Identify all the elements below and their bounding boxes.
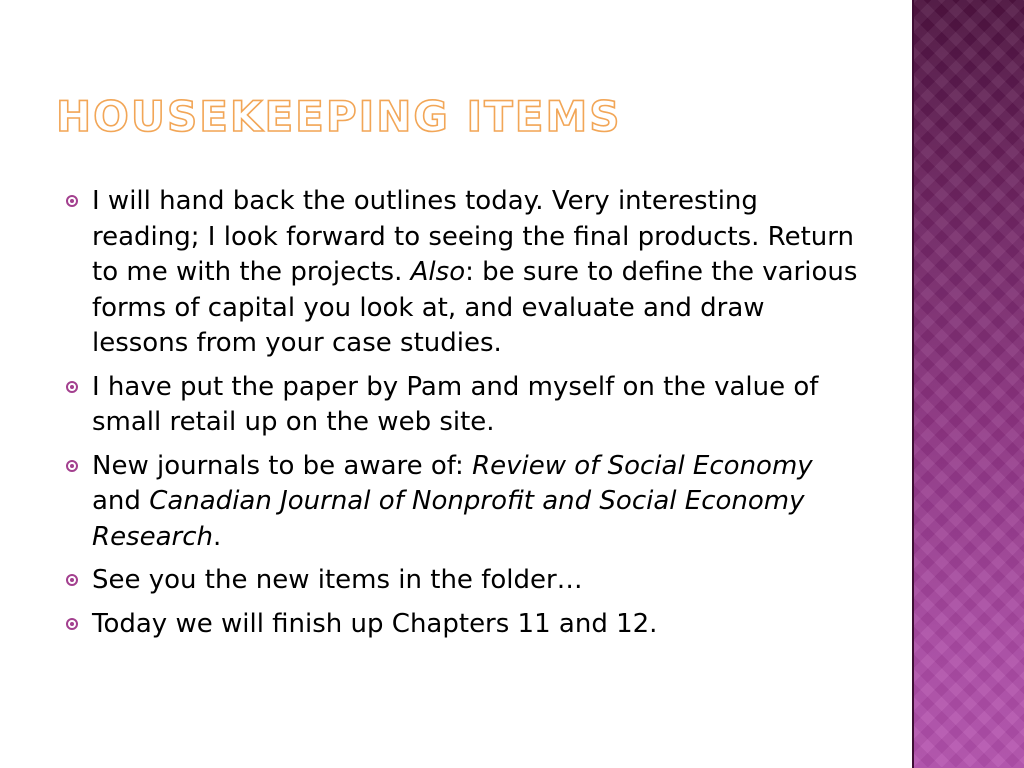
bullet-text — [92, 609, 657, 639]
slide-title: HOUSEKEEPING ITEMS — [56, 92, 622, 141]
bullet-text — [92, 372, 818, 438]
bullet-item — [64, 607, 864, 643]
decorative-side-band — [912, 0, 1024, 768]
bullet-list — [64, 184, 864, 650]
circle-bullet-icon — [66, 618, 78, 630]
bullet-item — [64, 449, 864, 556]
bullet-text-segment: Today we will finish up Chapters 11 and 12. — [92, 608, 658, 639]
circle-bullet-icon — [66, 381, 78, 393]
bullet-text-segment: : be sure to define the various forms of capital you look at, and evaluate and draw lessons from your case studies. — [92, 257, 858, 358]
bullet-text-segment: I will hand back the outlines today. Very interesting reading; I look forward to seeing the final products. Return to me with the projects. — [92, 186, 854, 287]
bullet-emphasis: Also — [410, 257, 466, 287]
circle-bullet-icon — [66, 195, 78, 207]
bullet-text — [92, 186, 857, 358]
bullet-text-segment: I have put the paper by Pam and myself on the value of small retail up on the web site. — [92, 371, 819, 437]
bullet-item — [64, 563, 864, 599]
bullet-text-segment: See you the new items in the folder… — [92, 565, 583, 595]
journal-title-emphasis: Canadian Journal of Nonprofit and Social Economy Research — [92, 486, 805, 552]
bullet-text — [92, 451, 813, 552]
bullet-text-segment: New journals to be aware of: — [92, 450, 473, 481]
bullet-text — [92, 565, 583, 595]
journal-title-emphasis: Review of Social Economy — [472, 450, 813, 481]
bullet-item — [64, 184, 864, 362]
bullet-text-segment: . — [213, 521, 222, 552]
bullet-item — [64, 370, 864, 441]
circle-bullet-icon — [66, 460, 78, 472]
circle-bullet-icon — [66, 574, 78, 586]
bullet-text-segment: and — [92, 486, 150, 516]
